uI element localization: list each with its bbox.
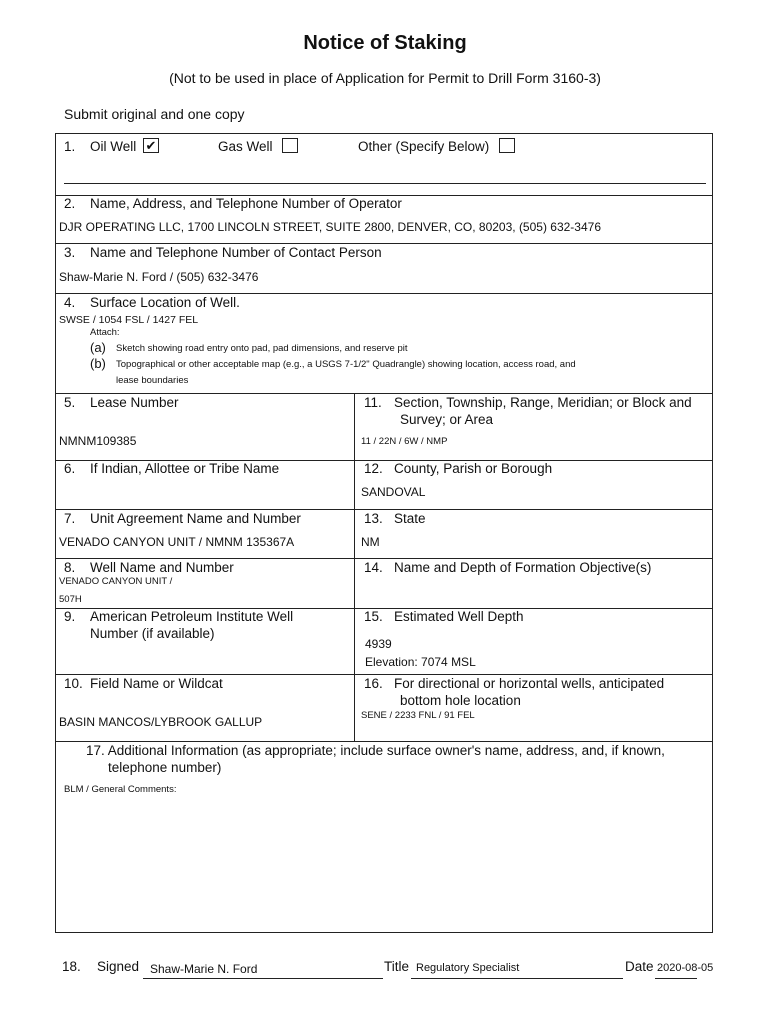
item5-label-text: Lease Number	[90, 395, 179, 410]
other-specify-line[interactable]	[64, 183, 706, 184]
item13-label	[364, 511, 426, 526]
item15-number: 15.	[364, 609, 383, 624]
title-value: Regulatory Specialist	[416, 962, 520, 974]
item8-number: 8.	[64, 560, 76, 575]
item7-label	[64, 511, 301, 526]
county-value: SANDOVAL	[361, 485, 426, 499]
gas-well-label: Gas Well	[218, 139, 273, 154]
item15-label-text: Estimated Well Depth	[394, 609, 524, 624]
item4-label-text: Surface Location of Well.	[90, 295, 240, 310]
item9-label-2: Number (if available)	[90, 626, 215, 641]
attach-a-text: Sketch showing road entry onto pad, pad dimensions, and reserve pit	[116, 343, 408, 354]
row-divider	[56, 674, 712, 675]
item13-label-text: State	[394, 511, 426, 526]
item3-number: 3.	[64, 245, 76, 260]
item11-label	[364, 395, 692, 410]
item14-number: 14.	[364, 560, 383, 575]
item2-label-text: Name, Address, and Telephone Number of Operator	[90, 196, 402, 211]
bottom-hole-value: SENE / 2233 FNL / 91 FEL	[361, 710, 475, 721]
other-label: Other (Specify Below)	[358, 139, 490, 154]
item2-label	[64, 196, 402, 211]
item16-label	[364, 676, 664, 691]
elevation-value: Elevation: 7074 MSL	[365, 655, 476, 669]
date-label: Date	[625, 959, 654, 974]
item9-number: 9.	[64, 609, 76, 624]
item9-label	[64, 609, 293, 624]
comments-value: BLM / General Comments:	[64, 784, 177, 795]
row-divider	[56, 293, 712, 294]
item18-number: 18.	[62, 959, 81, 974]
item17-label-2: telephone number)	[108, 760, 222, 775]
signed-value: Shaw-Marie N. Ford	[150, 962, 258, 976]
lease-number-value: NMNM109385	[59, 434, 137, 448]
attach-a-mark: (a)	[90, 340, 106, 355]
item15-label	[364, 609, 524, 624]
signature-line	[143, 978, 383, 979]
item3-label	[64, 245, 382, 260]
attach-label: Attach:	[90, 327, 120, 338]
item5-number: 5.	[64, 395, 76, 410]
well-name-value: VENADO CANYON UNIT /	[59, 576, 173, 587]
date-value: 2020-08-05	[657, 962, 714, 974]
row-divider	[56, 741, 712, 742]
item8-label-text: Well Name and Number	[90, 560, 234, 575]
item3-label-text: Name and Telephone Number of Contact Person	[90, 245, 382, 260]
oil-well-checkbox[interactable]: ✔	[143, 138, 159, 153]
item12-label-text: County, Parish or Borough	[394, 461, 553, 476]
date-line	[655, 978, 697, 979]
well-number-value: 507H	[59, 594, 82, 605]
field-name-value: BASIN MANCOS/LYBROOK GALLUP	[59, 715, 263, 729]
item16-label-text: For directional or horizontal wells, anticipated	[394, 676, 665, 691]
title-line	[411, 978, 623, 979]
item8-label	[64, 560, 234, 575]
item16-label-2: bottom hole location	[400, 693, 521, 708]
item7-number: 7.	[64, 511, 76, 526]
item5-label	[64, 395, 179, 410]
item16-number: 16.	[364, 676, 383, 691]
gas-well-checkbox[interactable]	[282, 138, 298, 153]
item2-number: 2.	[64, 196, 76, 211]
form-title: Notice of Staking	[303, 32, 467, 54]
oil-well-label: Oil Well	[90, 139, 137, 154]
item10-number: 10.	[64, 676, 83, 691]
attach-b-text-2: lease boundaries	[116, 375, 189, 386]
item14-label-text: Name and Depth of Formation Objective(s)	[394, 560, 652, 575]
unit-agreement-value: VENADO CANYON UNIT / NMNM 135367A	[59, 535, 295, 549]
item14-label	[364, 560, 651, 575]
attach-b-text: Topographical or other acceptable map (e.g., a USGS 7-1/2" Quadrangle) showing location, access road, and	[116, 359, 576, 370]
item17-label: 17. Additional Information (as appropriate; include surface owner's name, address, and, if known,	[86, 743, 665, 758]
surface-location-value: SWSE / 1054 FSL / 1427 FEL	[59, 314, 199, 326]
item6-label-text: If Indian, Allottee or Tribe Name	[90, 461, 280, 476]
title-label: Title	[384, 959, 410, 974]
item7-label-text: Unit Agreement Name and Number	[90, 511, 301, 526]
item12-label	[364, 461, 552, 476]
item11-label-2: Survey; or Area	[400, 412, 494, 427]
other-checkbox[interactable]	[499, 138, 515, 153]
row-divider	[56, 243, 712, 244]
item11-label-text: Section, Township, Range, Meridian; or Block and	[394, 395, 692, 410]
state-value: NM	[361, 535, 380, 549]
form-subtitle: (Not to be used in place of Application for Permit to Drill Form 3160-3)	[169, 70, 601, 86]
well-depth-value: 4939	[365, 637, 392, 651]
item11-number: 11.	[364, 395, 382, 410]
column-divider	[354, 393, 355, 741]
signed-label: Signed	[97, 959, 140, 974]
item4-label	[64, 295, 240, 310]
contact-value: Shaw-Marie N. Ford / (505) 632-3476	[59, 270, 259, 284]
row-divider	[56, 393, 712, 394]
item1-number: 1.	[64, 139, 76, 154]
item9-label-text: American Petroleum Institute Well	[90, 609, 294, 624]
staking-form	[55, 133, 713, 933]
item12-number: 12.	[364, 461, 383, 476]
item4-number: 4.	[64, 295, 76, 310]
item10-label-text: Field Name or Wildcat	[90, 676, 223, 691]
submit-note: Submit original and one copy	[64, 106, 245, 122]
row-divider	[56, 509, 712, 510]
item6-label	[64, 461, 279, 476]
item6-number: 6.	[64, 461, 76, 476]
attach-b-mark: (b)	[90, 356, 106, 371]
operator-value: DJR OPERATING LLC, 1700 LINCOLN STREET, SUITE 2800, DENVER, CO, 80203, (505) 632-3476	[59, 220, 601, 234]
section-value: 11 / 22N / 6W / NMP	[361, 436, 448, 447]
item13-number: 13.	[364, 511, 383, 526]
item10-label	[64, 676, 223, 691]
row-divider	[56, 558, 712, 559]
